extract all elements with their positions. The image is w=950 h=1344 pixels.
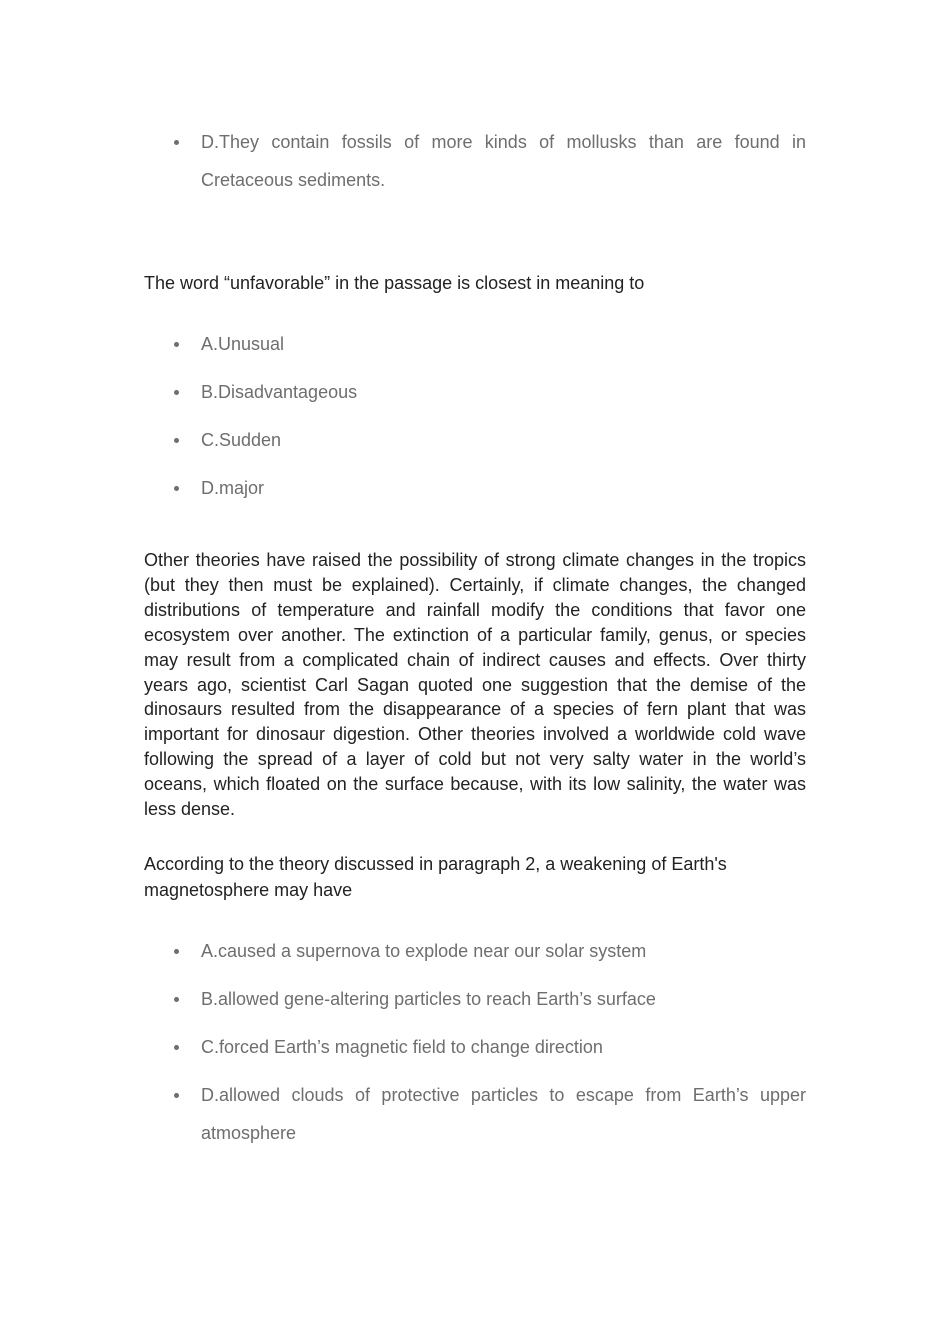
option-d: D.They contain fossils of more kinds of mollusks than are found in Cretaceous sediments. — [144, 123, 806, 199]
question-unfavorable-prompt: The word “unfavorable” in the passage is closest in meaning to — [144, 273, 645, 293]
question-magnetosphere-prompt: According to the theory discussed in paragraph 2, a weakening of Earth's magnetosphere may have — [144, 854, 727, 900]
option-c: C.forced Earth’s magnetic field to change direction — [144, 1028, 806, 1066]
previous-question-options — [144, 123, 806, 209]
option-a: A.caused a supernova to explode near our solar system — [144, 932, 806, 970]
option-b: B.allowed gene-altering particles to reach Earth’s surface — [144, 980, 806, 1018]
option-b: B.Disadvantageous — [144, 373, 806, 411]
question-unfavorable-options — [144, 325, 806, 517]
option-a: A.Unusual — [144, 325, 806, 363]
reading-passage: Other theories have raised the possibility of strong climate changes in the tropics (but they then must be explained). Certainly, if climate changes, the changed distributions of temperature and rainfall modify the conditions that favor one ecosystem over another. The extinction of a particular family, genus, or species may result from a complicated chain of indirect causes and effects. Over thirty years ago, scientist Carl Sagan quoted one suggestion that the demise of the dinosaurs resulted from the disappearance of a species of fern plant that was important for dinosaur digestion. Other theories involved a worldwide cold wave following the spread of a layer of cold but not very salty water in the world’s oceans, which floated on the surface because, with its low salinity, the water was less dense. — [144, 550, 806, 820]
option-d: D.major — [144, 469, 806, 507]
question-magnetosphere-options — [144, 932, 806, 1162]
option-c: C.Sudden — [144, 421, 806, 459]
option-d: D.allowed clouds of protective particles to escape from Earth’s upper atmosphere — [144, 1076, 806, 1152]
